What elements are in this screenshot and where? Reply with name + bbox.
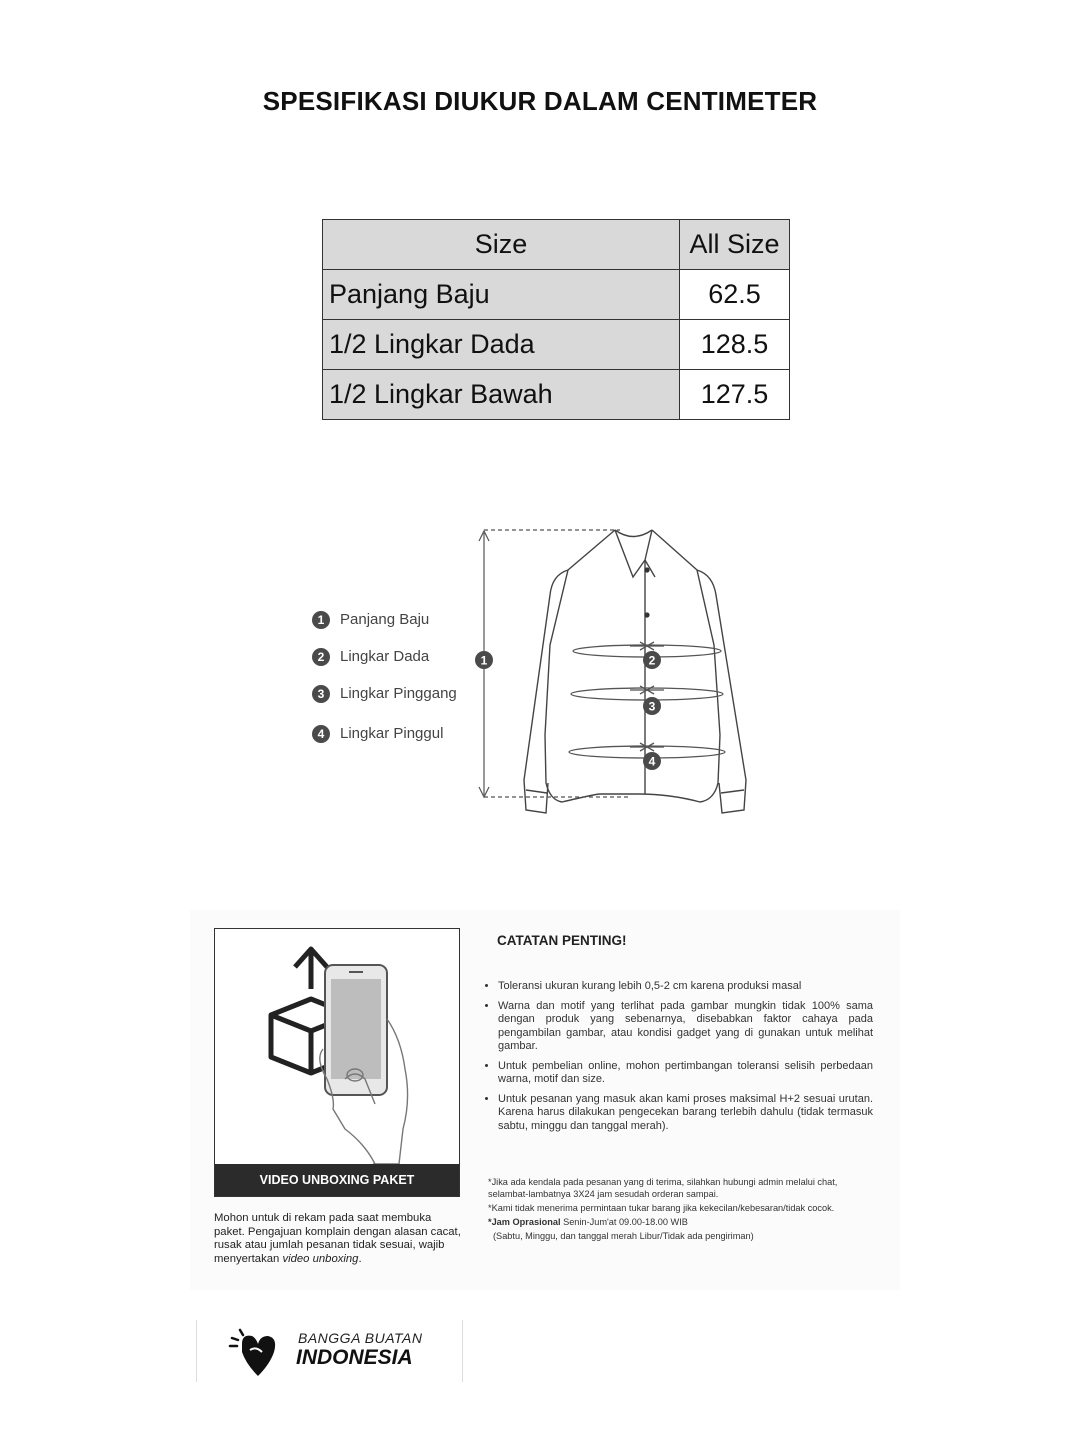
svg-text:2: 2 — [648, 653, 656, 668]
footnote: *Jika ada kendala pada pesanan yang di terima, silahkan hubungi admin melalui chat, selambat-lambatnya 3X24 jam sesudah orderan sampai. — [488, 1177, 838, 1199]
brand-line-1: BANGGA BUATAN — [298, 1330, 423, 1346]
unboxing-note-italic: video unboxing — [282, 1252, 359, 1265]
marker-1 — [475, 651, 493, 669]
page-title: SPESIFIKASI DIUKUR DALAM CENTIMETER — [262, 86, 818, 116]
divider — [462, 1320, 463, 1382]
header-all-size: All Size — [680, 220, 790, 270]
footnotes — [488, 1176, 878, 1244]
notes-title: CATATAN PENTING! — [497, 933, 627, 948]
row-value: 128.5 — [680, 320, 790, 370]
table-row — [323, 370, 790, 420]
unboxing-note-text: Mohon untuk di rekam pada saat membuka paket. Pengajuan komplain dengan alasan cacat, rusak atau jumlah pesanan tidak sesuai, wajib menyertakan — [214, 1212, 461, 1265]
header-size-label: Size — [323, 220, 680, 270]
marker-3 — [643, 697, 661, 715]
unboxing-note — [214, 1212, 464, 1266]
brand-badge — [196, 1320, 464, 1382]
legend-label: Lingkar Dada — [340, 648, 430, 665]
unboxing-note-end: . — [358, 1252, 362, 1265]
row-value: 62.5 — [680, 270, 790, 320]
list-item: • Untuk pembelian online, mohon pertimbangan toleransi selisih perbedaan warna, motif dan size. — [498, 1060, 873, 1087]
list-item: • Warna dan motif yang terlihat pada gambar mungkin tidak 100% sama dengan produk yang sebenarnya, disebabkan faktor cahaya pada pengambilan gambar, atau kondisi gadget yang di gunakan untuk melihat gambar. — [498, 1000, 873, 1054]
table-row — [323, 270, 790, 320]
list-item: • Untuk pesanan yang masuk akan kami proses maksimal H+2 sesuai urutan. Karena harus dilakukan pengecekan barang terlebih dahulu (tidak termasuk sabtu, minggu dan tanggal merah). — [498, 1093, 873, 1134]
row-label: Panjang Baju — [323, 270, 680, 320]
footnote: *Kami tidak menerima permintaan tukar barang jika kekecilan/kebesaran/tidak cocok. — [488, 1203, 835, 1213]
notes-list — [480, 980, 873, 1139]
phone-box-illustration — [215, 929, 459, 1164]
shirt-outline — [524, 530, 746, 813]
table-row — [323, 320, 790, 370]
footnote-hours: Senin-Jum'at 09.00-18.00 WIB — [560, 1217, 688, 1227]
phone-icon — [325, 965, 387, 1095]
legend-number-badge: 3 — [312, 685, 330, 703]
svg-text:3: 3 — [648, 699, 656, 714]
heart-logo-icon — [228, 1324, 280, 1378]
row-value: 127.5 — [680, 370, 790, 420]
legend-label: Lingkar Pinggul — [340, 725, 444, 742]
svg-text:1: 1 — [480, 653, 488, 668]
unboxing-label-bar: VIDEO UNBOXING PAKET — [215, 1164, 459, 1196]
legend-number-badge: 4 — [312, 725, 330, 743]
size-table-header — [323, 220, 790, 270]
shirt-button — [644, 567, 649, 572]
footnote — [488, 1216, 878, 1228]
legend-number-badge: 2 — [312, 648, 330, 666]
divider — [196, 1320, 197, 1382]
unboxing-card — [214, 928, 460, 1197]
marker-4 — [643, 752, 661, 770]
shirt-button — [644, 612, 649, 617]
row-label: 1/2 Lingkar Bawah — [323, 370, 680, 420]
legend-number-badge: 1 — [312, 611, 330, 629]
list-item: • Toleransi ukuran kurang lebih 0,5-2 cm karena produksi masal — [498, 980, 873, 994]
row-label: 1/2 Lingkar Dada — [323, 320, 680, 370]
svg-text:4: 4 — [648, 754, 656, 769]
footnote: (Sabtu, Minggu, dan tanggal merah Libur/Tidak ada pengiriman) — [493, 1231, 754, 1241]
legend-label: Lingkar Pinggang — [340, 685, 457, 702]
marker-2 — [643, 651, 661, 669]
legend-label: Panjang Baju — [340, 611, 430, 628]
footnote-bold: *Jam Oprasional — [488, 1217, 561, 1227]
shirt-measurement-diagram — [300, 515, 800, 825]
brand-line-2: INDONESIA — [296, 1346, 413, 1369]
size-table — [322, 219, 790, 420]
